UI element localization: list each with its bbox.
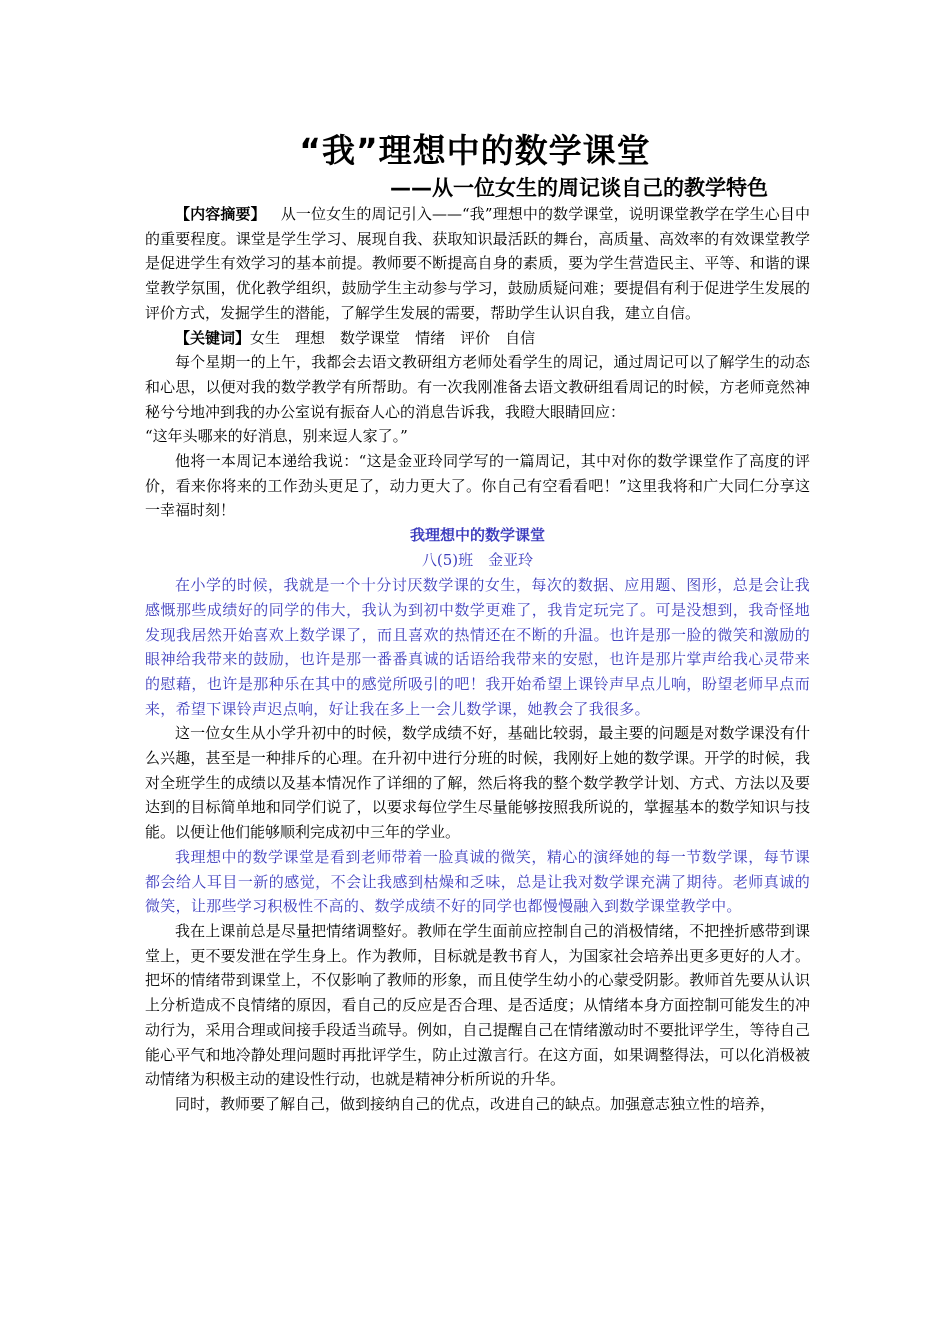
- body-paragraph-4: 我在上课前总是尽量把情绪调整好。教师在学生面前应控制自己的消极情绪，不把挫折感带到课堂上，更不要发泄在学生身上。作为教师，目标就是教书育人，为国家社会培养出更多更好的人才。把坏的情绪带到课堂上，不仅影响了教师的形象，而且使学生幼小的心蒙受阴影。教师首先要从认识上分析造成不良情绪的原因，看自己的反应是否合理、是否适度；从情绪本身方面控制可能发生的冲动行为，采用合理或间接手段适当疏导。例如，自己提醒自己在情绪激动时不要批评学生，等待自己能心平气和地冷静处理问题时再批评学生，防止过激言行。在这方面，如果调整得法，可以化消极被动情绪为积极主动的建设性行动，也就是精神分析所说的升华。: [145, 921, 810, 1089]
- page-title: “我”理想中的数学课堂: [299, 131, 651, 170]
- keyword-item: 女生: [250, 328, 281, 347]
- body-paragraph-1: 每个星期一的上午，我都会去语文教研组方老师处看学生的周记，通过周记可以了解学生的动态和心思，以便对我的数学教学有所帮助。有一次我刚准备去语文教研组看周记的时候，方老师竟然神秘兮兮地冲到我的办公室说有振奋人心的消息告诉我，我瞪大眼睛回应：: [145, 353, 810, 421]
- essay-paragraph-2: 我理想中的数学课堂是看到老师带着一脸真诚的微笑，精心的演绎她的每一节数学课，每节课都会给人耳目一新的感觉，不会让我感到枯燥和乏味，总是让我对数学课充满了期待。老师真诚的微笑，让那些学习积极性不高的、数学成绩不好的同学也都慢慢融入到数学课堂教学中。: [145, 847, 810, 916]
- page-subtitle: ——从一位女生的周记谈自己的教学特色: [390, 176, 768, 200]
- body-paragraph-5: 同时，教师要了解自己，做到接纳自己的优点，改进自己的缺点。加强意志独立性的培养，: [175, 1094, 776, 1113]
- keyword-item: 自信: [505, 328, 536, 347]
- essay-paragraph-1: 在小学的时候，我就是一个十分讨厌数学课的女生，每次的数据、应用题、图形，总是会让我感慨那些成绩好的同学的伟大，我认为到初中数学更难了，我肯定玩完了。可是没想到，我奇怪地发现我居然开始喜欢上数学课了，而且喜欢的热情还在不断的升温。也许是那一脸的微笑和激励的眼神给我带来的鼓励，也许是那一番番真诚的话语给我带来的安慰，也许是那片掌声给我心灵带来的慰藉，也许是那种乐在其中的感觉所吸引的吧！我开始希望上课铃声早点儿响，盼望老师早点而来，希望下课铃声迟点响，好让我在多上一会儿数学课，她教会了我很多。: [145, 576, 810, 718]
- document-body: [145, 202, 810, 1117]
- keyword-item: 情绪: [415, 328, 446, 347]
- keywords-paragraph: [145, 326, 810, 351]
- keyword-item: 理想: [295, 328, 326, 347]
- body-quote: “这年头哪来的好消息，别来逗人家了。”: [145, 427, 408, 446]
- abstract-label: 【内容摘要】: [175, 205, 266, 223]
- body-paragraph-2: 他将一本周记本递给我说：“这是金亚玲同学写的一篇周记，其中对你的数学课堂作了高度的评价，看来你将来的工作劲头更足了，动力更大了。你自己有空看看吧！”这里我将和广大同仁分享这一幸福时刻！: [145, 452, 810, 520]
- body-paragraph-3: 这一位女生从小学升初中的时候，数学成绩不好，基础比较弱，最主要的问题是对数学课没有什么兴趣，甚至是一种排斥的心理。在升初中进行分班的时候，我刚好上她的数学课。开学的时候，我对全班学生的成绩以及基本情况作了详细的了解，然后将我的整个数学教学计划、方式、方法以及要达到的目标简单地和同学们说了，以要求每位学生尽量能够按照我所说的，掌握基本的数学知识与技能。以便让他们能够顺利完成初中三年的学业。: [145, 724, 810, 842]
- essay-title: 我理想中的数学课堂: [409, 526, 545, 545]
- keyword-item: 数学课堂: [340, 328, 401, 347]
- keywords-label: 【关键词】: [175, 328, 251, 347]
- keyword-item: 评价: [460, 328, 491, 347]
- essay-author: 八(5)班 金亚玲: [421, 551, 534, 570]
- abstract-text: 从一位女生的周记引入——“我”理想中的数学课堂，说明课堂教学在学生心目中的重要程度。课堂是学生学习、展现自我、获取知识最活跃的舞台，高质量、高效率的有效课堂教学是促进学生有效学习的基本前提。教师要不断提高自身的素质，要为学生营造民主、平等、和谐的课堂教学氛围，优化教学组织，鼓励学生主动参与学习，鼓励质疑问难；要提倡有利于促进学生发展的评价方式，发掘学生的潜能，了解学生发展的需要，帮助学生认识自我，建立自信。: [145, 205, 810, 322]
- abstract-paragraph: [145, 202, 810, 326]
